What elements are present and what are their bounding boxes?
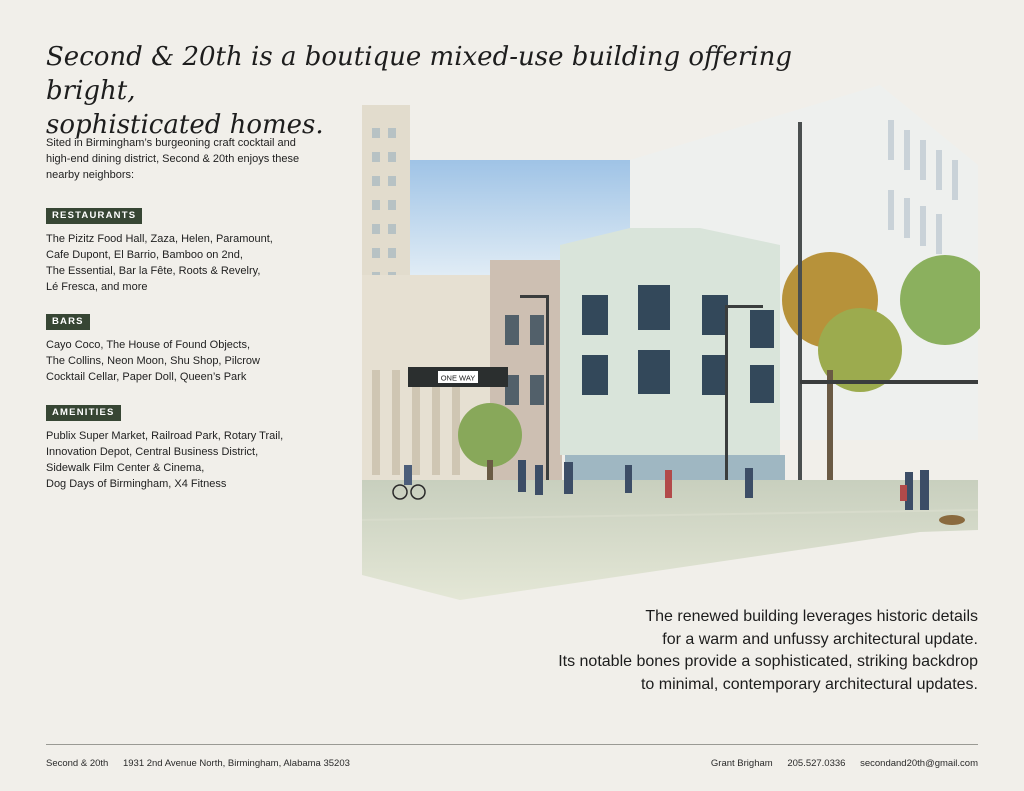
footer-right [699,758,978,769]
signal-arm [800,380,978,384]
footer-divider [46,744,978,745]
caption-line: to minimal, contemporary architectural updates. [640,675,978,693]
caption-line: Its notable bones provide a sophisticated, striking backdrop [558,653,978,670]
main-building [560,228,780,455]
restaurants-line: Cafe Dupont, El Barrio, Bamboo on 2nd, [46,249,243,261]
restaurants-line: Lé Fresca, and more [46,281,148,293]
amenities-badge: AMENITIES [46,405,121,421]
restaurants-section [46,205,336,295]
tree [458,403,522,467]
bars-line: The Collins, Neon Moon, Shu Shop, Pilcrow [46,355,260,367]
footer-name: Second & 20th [46,758,109,769]
amenities-section [46,402,336,492]
bars-line: Cocktail Cellar, Paper Doll, Queen’s Park [46,371,247,383]
footer-address: 1931 2nd Avenue North, Birmingham, Alabama 35203 [122,758,350,769]
caption-line: The renewed building leverages historic details [645,608,978,625]
street-pole [546,295,549,505]
restaurants-line: The Pizitz Food Hall, Zaza, Helen, Paramount, [46,233,273,245]
amenities-line: Dog Days of Birmingham, X4 Fitness [46,478,227,490]
one-way-sign-text: ONE WAY [440,373,476,383]
headline-line-2: sophisticated homes. [46,110,324,140]
building-rendering [360,80,980,602]
restaurants-badge: RESTAURANTS [46,208,142,224]
bars-badge: BARS [46,314,90,330]
signal-pole [725,305,728,510]
restaurants-list [46,231,336,295]
footer-contact-name: Grant Brigham [710,758,773,769]
amenities-line: Publix Super Market, Railroad Park, Rotary Trail, [46,430,284,442]
intro-line-3: nearby neighbors: [46,169,135,181]
restaurants-line: The Essential, Bar la Fête, Roots & Revelry, [46,265,261,277]
caption-line: for a warm and unfussy architectural update. [662,630,978,648]
intro-line-1: Sited in Birmingham’s burgeoning craft cocktail and [46,137,296,149]
footer-email[interactable]: secondand20th@gmail.com [860,758,978,769]
amenities-list [46,428,336,492]
intro-line-2: high-end dining district, Second & 20th enjoys these [46,153,300,165]
dog [939,515,965,525]
intro-paragraph [46,135,336,183]
footer-left [46,758,362,769]
headline-line-1: Second & 20th is a boutique mixed-use building offering bright, [46,42,792,106]
amenities-line: Sidewalk Film Center & Cinema, [46,462,205,474]
bars-line: Cayo Coco, The House of Found Objects, [46,339,251,351]
caption [418,606,978,696]
bars-list [46,337,336,385]
footer-phone[interactable]: 205.527.0336 [787,758,846,769]
light-pole [798,122,802,482]
amenities-line: Innovation Depot, Central Business District, [46,446,259,458]
bars-section [46,311,336,385]
